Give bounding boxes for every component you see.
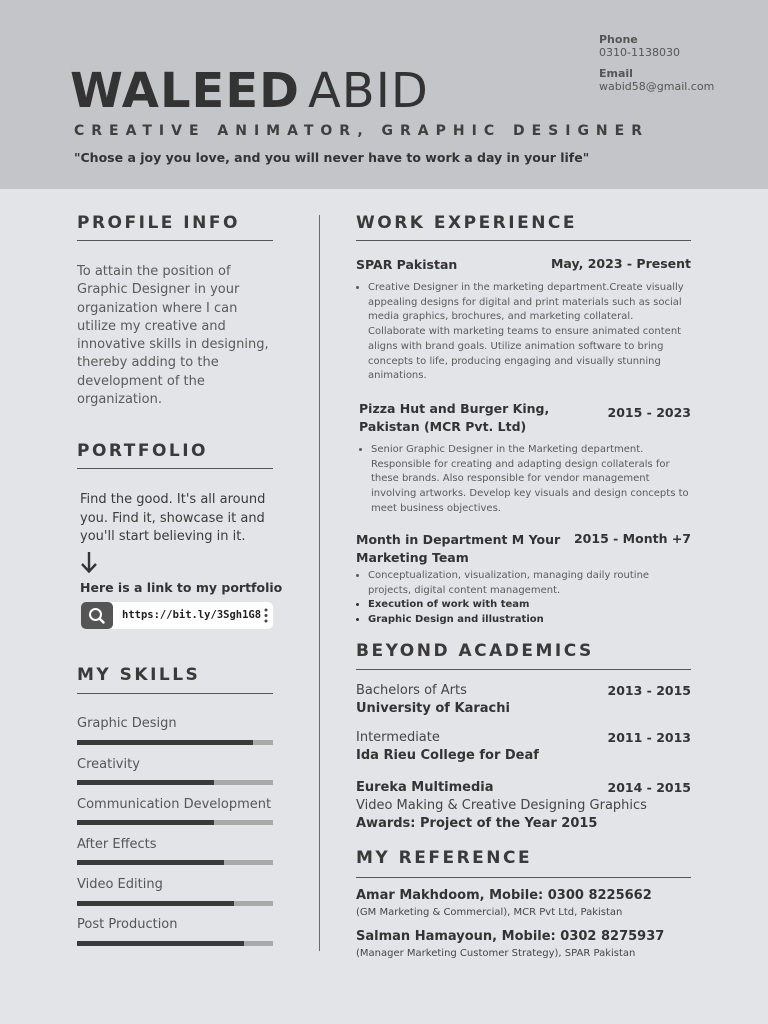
- academics-title: BEYOND ACADEMICS: [356, 641, 594, 661]
- edu-dates: 2011 - 2013: [607, 730, 691, 745]
- skill-name: Video Editing: [77, 877, 163, 892]
- skill-bar: [77, 860, 273, 865]
- skill-bar-fill: [77, 860, 224, 865]
- job-bullet: • Senior Graphic Designer in the Marketing department. Responsible for creating and adapting design collaterals for these brands. Also responsible for vendor management involving artworks. Develop key visuals and design concepts to meet business objectives.: [371, 443, 691, 517]
- portfolio-url[interactable]: https://bit.ly/3Sgh1G8: [122, 609, 262, 621]
- edu-school: Ida Rieu College for Deaf: [356, 748, 539, 763]
- job-bullet: • Conceptualization, visualization, managing daily routine projects, digital content management.: [368, 569, 693, 598]
- job-company: Pizza Hut and Burger King, Pakistan (MCR Pvt. Ltd): [359, 401, 550, 434]
- skill-name: Communication Development: [77, 797, 272, 812]
- portfolio-rule: [77, 468, 273, 469]
- job-dates: May, 2023 - Present: [550, 256, 691, 271]
- job-title: CREATIVE ANIMATOR, GRAPHIC DESIGNER: [74, 123, 649, 139]
- job-company: Month in Department M Your Marketing Team: [356, 532, 561, 565]
- reference-title: MY REFERENCE: [356, 848, 533, 868]
- reference-rule: [356, 877, 691, 878]
- work-title: WORK EXPERIENCE: [356, 213, 578, 233]
- job-company: SPAR Pakistan: [356, 257, 458, 272]
- skill-bar-fill: [77, 740, 253, 745]
- job-dates: 2015 - 2023: [607, 405, 691, 420]
- edu-dates: 2013 - 2015: [607, 683, 691, 698]
- profile-text: To attain the position of Graphic Designer in your organization where I can utilize my creative and innovative skills in designing, thereby adding to the development of the organization.: [77, 264, 269, 408]
- work-rule: [356, 240, 691, 241]
- portfolio-text: Find the good. It's all around you. Find it, showcase it and you'll start believing in it.: [80, 492, 266, 544]
- skills-rule: [77, 693, 273, 694]
- skill-bar: [77, 941, 273, 946]
- portfolio-link-label: Here is a link to my portfolio: [80, 580, 283, 595]
- job-bullet: • Creative Designer in the marketing department.Create visually appealing designs for digital and print materials such as social media graphics, brochures, and marketing collateral. Collaborate with marketing teams to ensure animated content aligns with brand goals. Utilize animation software to bring concepts to life, producing engaging and visually stunning animations.: [368, 281, 693, 384]
- reference-name: Amar Makhdoom, Mobile: 0300 8225662: [356, 888, 652, 903]
- skill-bar: [77, 820, 273, 825]
- skill-bar: [77, 780, 273, 785]
- more-options-icon[interactable]: [264, 608, 268, 623]
- edu-degree: Intermediate: [356, 730, 440, 745]
- arrow-down-icon: [80, 550, 98, 574]
- candidate-name: [70, 62, 429, 120]
- edu-detail: Video Making & Creative Designing Graphics: [356, 798, 647, 813]
- edu-dates: 2014 - 2015: [607, 780, 691, 795]
- reference-desc: (Manager Marketing Customer Strategy), SPAR Pakistan: [356, 948, 636, 959]
- last-name: ABID: [307, 63, 429, 119]
- header-banner: [0, 0, 768, 189]
- email-label: Email: [599, 67, 633, 80]
- job-bullet: • Execution of work with team: [368, 598, 693, 613]
- edu-school: University of Karachi: [356, 701, 510, 716]
- job-bullets: [356, 281, 693, 384]
- reference-name: Salman Hamayoun, Mobile: 0302 8275937: [356, 929, 665, 944]
- skill-name: After Effects: [77, 837, 157, 852]
- skill-bar-fill: [77, 941, 244, 946]
- skill-name: Creativity: [77, 757, 140, 772]
- contact-block: [599, 33, 714, 93]
- edu-award: Awards: Project of the Year 2015: [356, 816, 598, 831]
- phone-number: 0310-1138030: [599, 46, 680, 59]
- personal-quote: "Chose a joy you love, and you will never have to work a day in your life": [74, 150, 590, 165]
- skill-bar-fill: [77, 820, 214, 825]
- column-divider: [319, 215, 320, 951]
- skill-bar-fill: [77, 901, 234, 906]
- job-bullets: [359, 443, 691, 517]
- reference-desc: (GM Marketing & Commercial), MCR Pvt Ltd, Pakistan: [356, 907, 623, 918]
- portfolio-title: PORTFOLIO: [77, 441, 209, 461]
- email-address: wabid58@gmail.com: [599, 80, 715, 93]
- skill-bar: [77, 901, 273, 906]
- search-icon[interactable]: [81, 602, 113, 629]
- skill-bar: [77, 740, 273, 745]
- first-name: WALEED: [70, 63, 300, 119]
- profile-rule: [77, 240, 273, 241]
- job-bullet: • Graphic Design and illustration: [368, 613, 693, 628]
- profile-title: PROFILE INFO: [77, 213, 240, 233]
- job-bullets: [356, 569, 693, 628]
- academics-rule: [356, 669, 691, 670]
- phone-label: Phone: [599, 33, 638, 46]
- skill-name: Post Production: [77, 917, 178, 932]
- edu-org: Eureka Multimedia: [356, 780, 494, 795]
- portfolio-link[interactable]: [81, 602, 273, 629]
- skill-name: Graphic Design: [77, 716, 177, 731]
- edu-degree: Bachelors of Arts: [356, 683, 467, 698]
- skill-bar-fill: [77, 780, 214, 785]
- job-dates: 2015 - Month +7: [573, 531, 691, 546]
- skills-title: MY SKILLS: [77, 665, 201, 685]
